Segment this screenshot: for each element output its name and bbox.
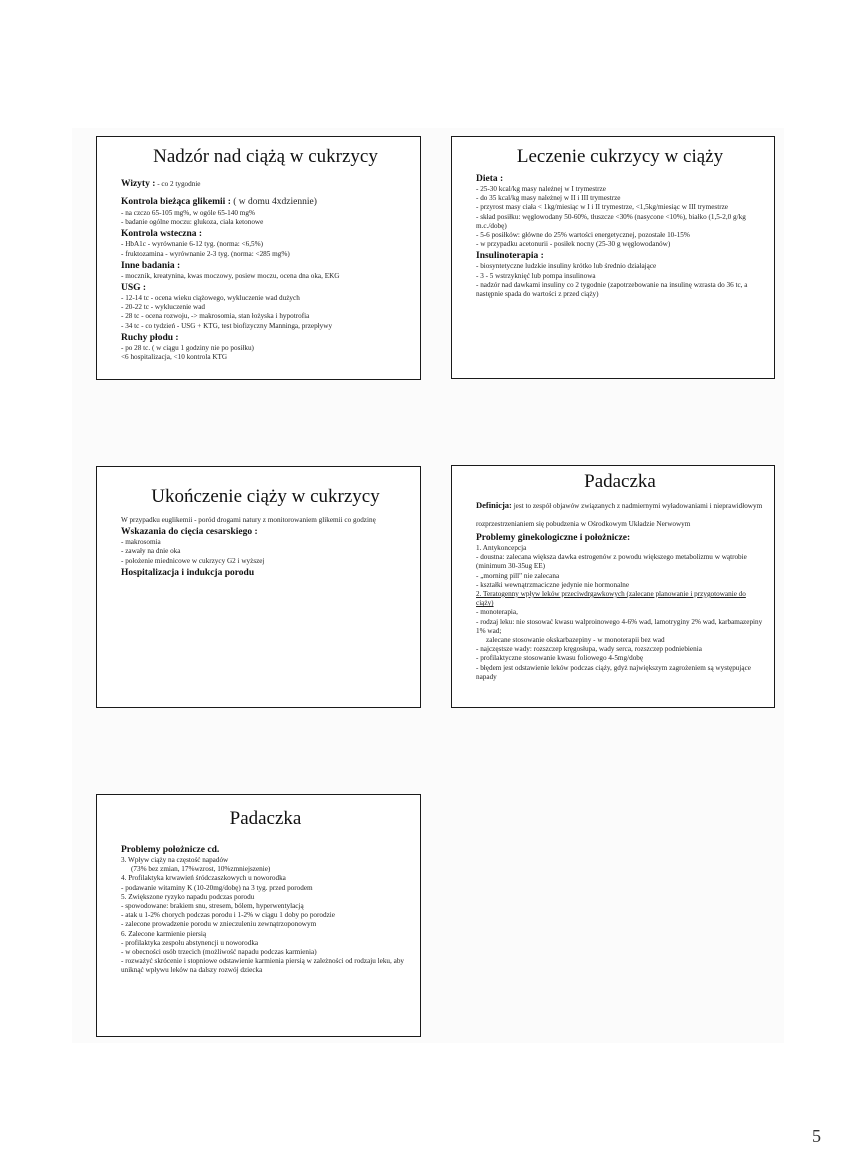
section-heading: Kontrola wsteczna : <box>121 229 203 240</box>
definition-text: jest to zespół objawów związanych z nadmiernymi wyładowaniami i nieprawidłowym rozprzestrzenianiem się pobudzenia w Ośrodkowym Układzie Nerwowym <box>476 501 763 528</box>
list-item: 2. Teratogenny wpływ leków przeciwdrgawkowych (zalecane planowanie i przygotowanie do ciąży) <box>476 589 746 608</box>
list-item: - profilaktyczne stosowanie kwasu foliowego 4-5mg/dobę <box>476 654 644 663</box>
list-item: - położenie miednicowe w cukrzycy G2 i wyższej <box>121 556 265 565</box>
list-item: - błędem jest odstawienie leków podczas ciąży, gdyż największym zagrożeniem są występujące napady <box>476 663 751 681</box>
list-item: - przyrost masy ciała < 1kg/miesiąc w I i II trymestrze, <1,5kg/miesiąc w III trymestrze <box>476 203 728 212</box>
list-item: - zalecone prowadzenie porodu w znieczuleniu zewnątrzoponowym <box>121 920 317 929</box>
list-item: - skład posiłku: węglowodany 50-60%, tłuszcze <30% (nasycone <10%), białko (1,5-2,0 g/kg m.c./dobę) <box>476 212 746 230</box>
section-heading: USG : <box>121 282 147 293</box>
slide-diabetes-treatment <box>451 136 775 379</box>
list-item: - monoterapia, <box>476 608 518 617</box>
section-heading: Wizyty : <box>121 178 156 189</box>
section-obstetric-problems-cont <box>121 844 410 976</box>
section-heading: Kontrola bieżąca glikemii : <box>121 196 231 207</box>
list-item: - makrosomia <box>121 538 161 547</box>
section-gyn-obstetric-problems <box>476 532 764 682</box>
list-item: - rozważyć skrócenie i stopniowe odstawienie karmienia piersią w zależności od rodzaju leku, aby uniknąć wpływu leków na dalszy rozwój dziecka <box>121 957 405 975</box>
section-heading: Hospitalizacja i indukcja porodu <box>121 567 255 578</box>
list-item: - rodzaj leku: nie stosować kwasu walproinowego 4-6% wad, lamotryginy 2% wad, karbamazepiny 1% wad; <box>476 617 763 635</box>
section-other-tests <box>121 260 410 281</box>
list-item: - HbA1c - wyrównanie 6-12 tyg. (norma: <6,5%) <box>121 240 263 249</box>
section-cesarean-indications <box>121 526 410 566</box>
list-item: - doustna: zalecana większa dawka estrogenów z powodu większego metabolizmu w wątrobie (minimum 30-35ug EE) <box>476 553 747 571</box>
section-usg <box>121 282 410 331</box>
list-item: 4. Profilaktyka krwawień śródczaszkowych u noworodka <box>121 874 286 883</box>
list-item: - najczęstsze wady: rozszczep kręgosłupa, wady serca, rozszczep podniebienia <box>476 645 702 654</box>
list-item: - mocznik, kreatynina, kwas moczowy, posiew moczu, ocena dna oka, EKG <box>121 271 340 280</box>
section-glycemia-control <box>121 191 410 227</box>
list-item: - w obecności osób trzecich (możliwość napadu podczas karmienia) <box>121 947 317 956</box>
list-item: 3. Wpływ ciąży na częstość napadów <box>121 855 229 864</box>
list-item: - zawały na dnie oka <box>121 547 181 556</box>
slide-epilepsy-continued <box>96 794 421 1037</box>
list-item: <6 hospitalizacja, <10 kontrola KTG <box>121 352 228 361</box>
list-item: - po 28 tc. ( w ciągu 1 godziny nie po posiłku) <box>121 343 254 352</box>
section-heading: Insulinoterapia : <box>476 251 544 262</box>
section-insulin-therapy <box>476 250 764 299</box>
list-item: - „morning pill" nie zalecana <box>476 571 560 580</box>
section-definition <box>476 495 764 531</box>
page-number: 5 <box>812 1126 821 1146</box>
list-item: - atak u 1-2% chorych podczas porodu i 1-2% w ciągu 1 doby po porodzie <box>121 911 335 920</box>
slide-title: Ukończenie ciąży w cukrzycy <box>151 486 380 507</box>
list-item: 1. Antykoncepcja <box>476 543 527 552</box>
section-retro-control <box>121 228 410 258</box>
list-item: (73% bez zmian, 17%wzrost, 10%zmniejszenie) <box>131 865 271 874</box>
list-item: - biosyntetyczne ludzkie insuliny krótko lub średnio działające <box>476 262 657 271</box>
list-item: - w przypadku acetonurii - posiłek nocny (25-30 g węglowodanów) <box>476 240 671 249</box>
section-heading: Ruchy płodu : <box>121 332 179 343</box>
section-heading: Inne badania : <box>121 260 181 271</box>
list-item: - spowodowane: brakiem snu, stresem, bólem, hyperwentylacją <box>121 901 304 910</box>
list-item: - 20-22 tc - wykluczenie wad <box>121 303 206 312</box>
section-visits <box>121 173 410 191</box>
list-item: - do 35 kcal/kg masy należnej w II i III trymestrze <box>476 194 621 203</box>
slide-title: Leczenie cukrzycy w ciąży <box>516 146 724 167</box>
section-diet <box>476 173 764 249</box>
slide-epilepsy <box>451 465 775 708</box>
list-item: - 3 - 5 wstrzyknięć lub pompa insulinowa <box>476 271 596 280</box>
slide-pregnancy-termination <box>96 466 421 708</box>
section-fetal-movements <box>121 332 410 362</box>
section-inline: ( w domu 4xdziennie) <box>230 196 317 207</box>
list-item: - 5-6 posiłków: główne do 25% wartości energetycznej, pozostałe 10-15% <box>476 230 690 239</box>
section-heading: Problemy położnicze cd. <box>121 844 220 855</box>
list-item: - 28 tc - ocena rozwoju, -> makrosomia, stan łożyska i hypotrofia <box>121 312 310 321</box>
slide-title: Nadzór nad ciążą w cukrzycy <box>153 146 378 167</box>
section-heading: Problemy ginekologiczne i położnicze: <box>476 532 631 543</box>
slide-title: Padaczka <box>229 808 302 829</box>
list-item: - 12-14 tc - ocena wieku ciążowego, wykluczenie wad dużych <box>121 293 300 302</box>
definition-label: Definicja: <box>476 499 512 510</box>
list-item: - 25-30 kcal/kg masy należnej w I trymestrze <box>476 184 606 193</box>
list-item: - profilaktyka zespołu abstynencji u noworodka <box>121 938 259 947</box>
list-item: - fruktozamina - wyrównanie 2-3 tyg. (norma: <285 mg%) <box>121 249 290 258</box>
list-item: zalecane stosowanie okskarbazepiny - w monoterapii bez wad <box>486 635 665 644</box>
list-item: - nadzór nad dawkami insuliny co 2 tygodnie (zapotrzebowanie na insulinę wzrasta do 36 tc, a następnie spada do wartości z przed ciąży) <box>476 280 748 298</box>
section-heading: Dieta : <box>476 173 504 184</box>
section-inline: - co 2 tygodnie <box>155 179 201 188</box>
list-item: 6. Zalecone karmienie piersią <box>121 929 207 938</box>
list-item: - podawanie witaminy K (10-20mg/dobę) na 3 tyg. przed porodem <box>121 883 313 892</box>
list-item: - badanie ogólne moczu: glukoza, ciała ketonowe <box>121 218 264 227</box>
section-heading: Wskazania do cięcia cesarskiego : <box>121 527 258 538</box>
intro-text: W przypadku euglikemii - poród drogami natury z monitorowaniem glikemii co godzinę <box>121 515 376 524</box>
section-hospitalization <box>121 567 410 579</box>
slide-diabetes-pregnancy-monitoring <box>96 136 421 380</box>
list-item: - kształki wewnątrzmaciczne jedynie nie hormonalne <box>476 580 630 589</box>
list-item: - na czczo 65-105 mg%, w ogóle 65-140 mg% <box>121 208 255 217</box>
slide-title: Padaczka <box>584 471 656 492</box>
list-item: - 34 tc - co tydzień - USG + KTG, test biofizyczny Manninga, przepływy <box>121 321 333 330</box>
list-item: 5. Zwiększone ryzyko napadu podczas porodu <box>121 892 255 901</box>
